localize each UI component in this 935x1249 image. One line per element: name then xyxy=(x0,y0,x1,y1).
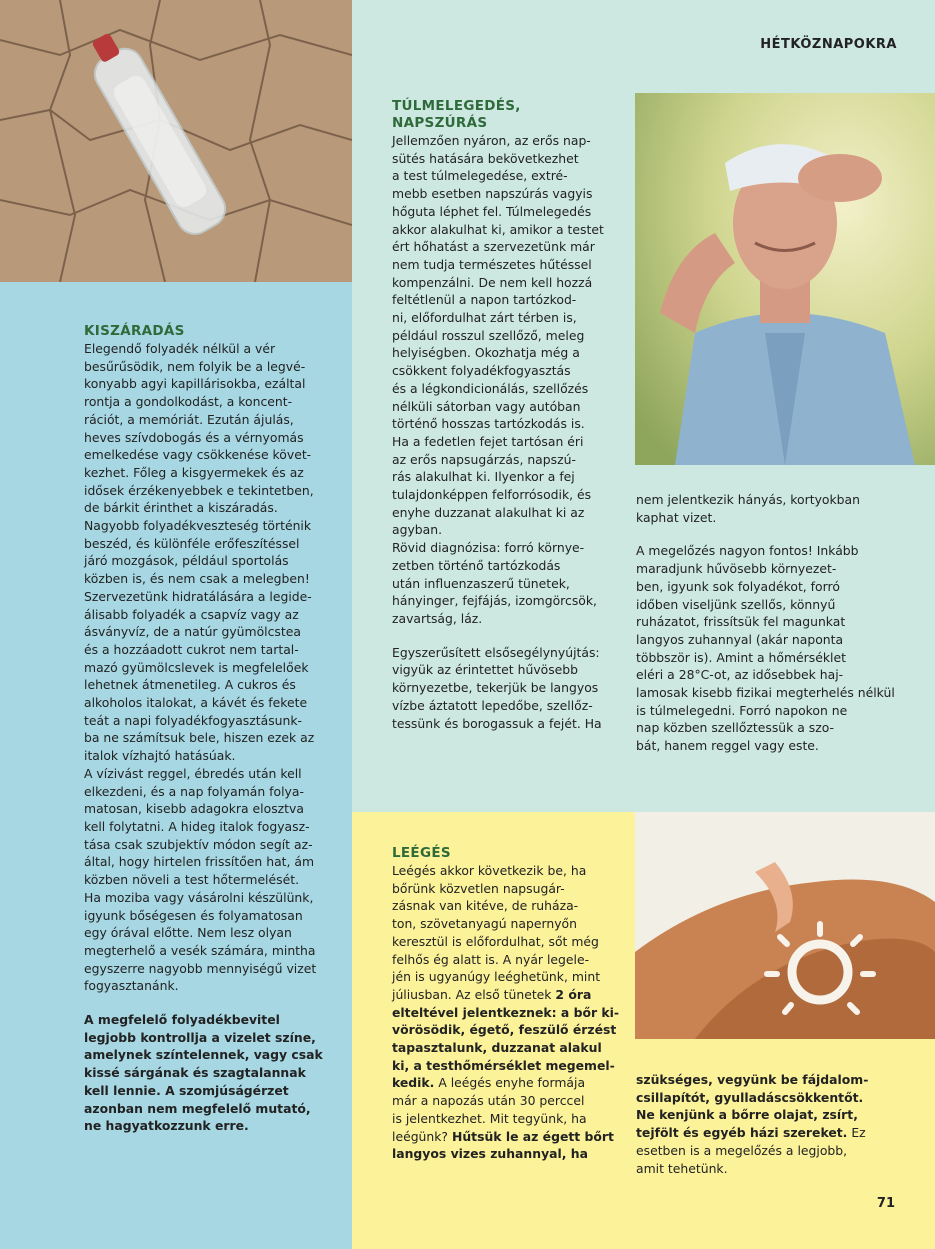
sunburn-continued-column xyxy=(636,1071,906,1177)
sunburn-treatment: Hűtsük le az égett bőrt langyos vizes zuhannyal, ha xyxy=(392,1128,614,1162)
first-aid-continued: nem jelentkezik hányás, kortyokban kaphat vizet. xyxy=(636,492,860,525)
overheating-title: TÚLMELEGEDÉS, NAPSZÚRÁS xyxy=(392,98,521,131)
sunburn-text-1: Leégés akkor következik be, ha bőrünk közvetlen napsugár- zásnak van kitéve, de ruházа- ton, szövetanyagú napernyőn keresztül is előfordulhat, sőt még felhős ég alatt is. A nyár legele- jén is ugyanúgy leéghetünk, mint júliusban. Az első tünetek xyxy=(392,863,601,1002)
sunburn-treatment-continued: szükséges, vegyünk be fájdalom- csillapítót, gyulladáscsökkentőt. Ne kenjünk a bőrre olajat, zsírt, tejfölt és egyéb házi szereket. xyxy=(636,1072,869,1141)
overheating-continued-column xyxy=(636,491,906,755)
section-header: HÉTKÖZNAPOKRA xyxy=(760,37,897,52)
sunscreen-shoulder-photo xyxy=(635,812,935,1039)
dehydration-title: KISZÁRADÁS xyxy=(84,323,185,339)
sunburn-text-2: A leégés enyhe formája már a napozás után 30 perccel is jelentkezhet. Mit tegyünk, ha leégünk? xyxy=(392,1075,587,1144)
sunburn-title: LEÉGÉS xyxy=(392,845,451,861)
sunburn-body xyxy=(392,862,624,1163)
sunburn-continued xyxy=(636,1071,906,1177)
first-aid-text: Egyszerűsített elsősegélynyújtás: vigyük az érintettet hűvösebb környezetbe, tekerjük be langyos vízbe áztatott lepedőbe, szellőz- tessünk és borogassuk a fejét. Ha xyxy=(392,644,602,731)
dehydration-body: Elegendő folyadék nélkül a vér besűrűsödik, nem folyik be a legvé- konyabb agyi kapillárisokba, ezáltal rontja a gondolkodást, a koncent- rációt, a memóriát. Ezután ájulás, heves szívdobogás és a vérnyomás emelkedése vagy csökkenése követ- kezhet. Főleg a kisgyermekek és az idősek érzékenyebbek e tekintetben, de bárkit érinthet a kiszáradás. Nagyobb folyadékveszteség történik beszéd, és különféle erőfeszítéssel járó mozgások, például sportolás közben is, és nem csak a melegben! Szervezetünk hidratálására a legide- álisabb folyadék a csapvíz vagy az ásványvíz, de a natúr gyümölcstea és a hozzáadott cukrot nem tartal- mazó gyümölcslevek is megfelelőek lehetnek átmenetileg. A cukros és alkoholos italokat, a kávét és fekete teát a napi folyadékfogyasztásunk- ba ne számítsuk bele, hiszen ezek az italok vízhajtó hatásúak. A vízivást reggel, ébredés után kell elkezdeni, és a nap folyamán folya- matosan, kisebb adagokra elosztva kell folytatni. A hideg italok fogyasz- tása csak szubjektív módon segít az- által, hogy hirtelen frissítően hat, ám közben növeli a test hőtermelését. Ha moziba vagy vásárolni készülünk, igyunk bőségesen és folyamatosan egy órával előtte. Nem lesz olyan megterhelő a vesék számára, mintha egyszerre nagyobb mennyiségű vizet fogyasztanánk. xyxy=(84,341,317,994)
page-number: 71 xyxy=(876,1196,895,1211)
overheating-body: Jellemzően nyáron, az erős nap- sütés hatására bekövetkezhet a test túlmelegedése, extré- mebb esetben napszúrás vagyis hőguta léphet fel. Túlmelegedés akkor alakulhat ki, amikor a testet ért hőhatást a szervezetünk már nem tudja természetes hűtéssel kompenzálni. De nem kell hozzá feltétlenül a napon tartózkod- ni, előfordulhat zárt térben is, például rosszul szellőző, meleg helyiségben. Okozhatja még a csökkent folyadékfogyasztás és a légkondicionálás, szellőzés nélküli sátorban vagy autóban történő hosszas tartózkodás is. Ha a fedetlen fejet tartósan éri az erős napsugárzás, napszú- rás alakulhat ki. Ilyenkor a fej tulajdonképpen felforrósodik, és enyhe duzzanat alakulhat ki az agyban. Rövid diagnózisa: forró környe- zetben történő tartózkodás után influenzaszerű tünetek, hányinger, fejfájás, izomgörcsök, zavartság, láz. xyxy=(392,133,604,626)
dehydration-column xyxy=(84,323,346,1135)
overheated-man-photo xyxy=(635,93,935,465)
sunburn-prevention: Ez esetben is a megelőzés a legjobb, amit tehetünk. xyxy=(636,1125,866,1176)
sunburn-column xyxy=(392,845,624,1163)
dehydration-bold-note: A megfelelő folyadékbevitel legjobb kontrollja a vizelet színe, amelynek színtelennek, vagy csak kissé sárgának és szagtalannak kell lennie. A szomjúságérzet azonban nem megfelelő mutató, ne hagyatkozzunk erre. xyxy=(84,1012,323,1134)
water-bottle-photo xyxy=(0,0,352,282)
sunburn-symptoms: 2 óra elteltével jelentkeznek: a bőr ki- vörösödik, égető, feszülő érzést tapasztalunk, duzzanat alakul ki, a testhőmérséklet megemel- kedik. xyxy=(392,986,620,1091)
prevention-text: A megelőzés nagyon fontos! Inkább maradjunk hűvösebb környezet- ben, igyunk sok folyadékot, forró időben viseljünk szellős, könnyű ruházatot, frissítsük fel magunkat langyos zuhannyal (akár naponta többször is). Amint a hőmérséklet eléri a 28°C-ot, az idősebbek haj- lamosak kisebb fizikai megterhelés nélkül is túlmelegedni. Forró napokon ne nap közben szellőztessük a szo- bát, hanem reggel vagy este. xyxy=(636,543,895,754)
overheating-column xyxy=(392,98,624,732)
